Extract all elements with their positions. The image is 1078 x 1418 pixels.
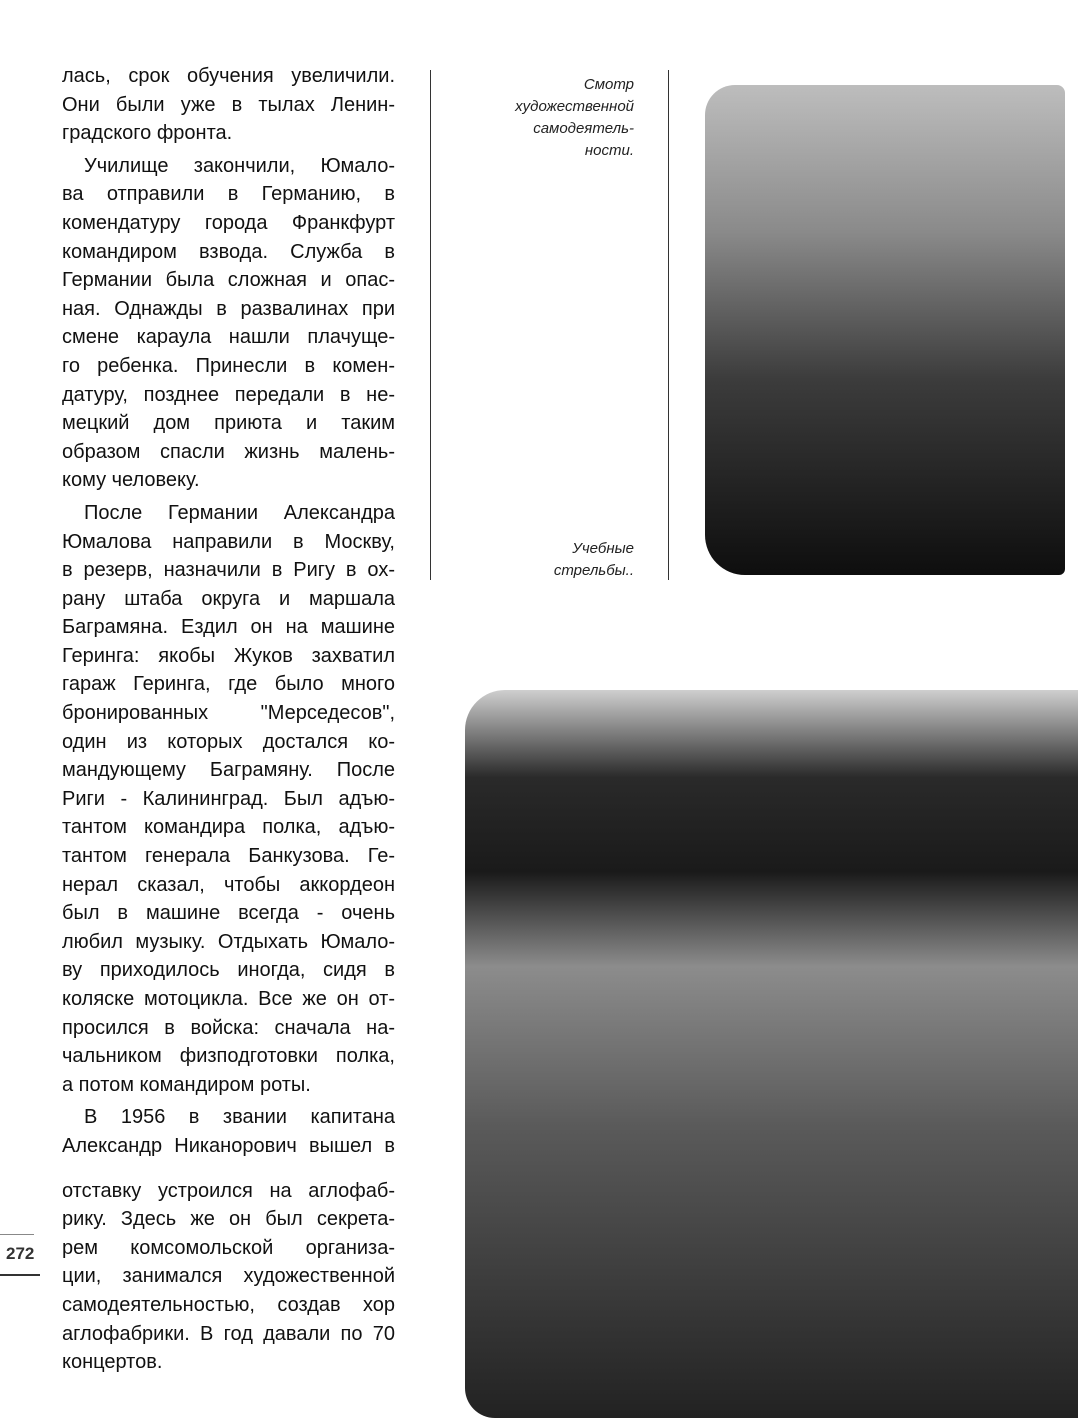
paragraph [62, 62, 395, 148]
text-line: лась, срок обучения увеличили. [62, 65, 395, 87]
text-line: а потом командиром роты. [62, 1073, 311, 1096]
page-number: 272 [6, 1244, 35, 1263]
caption-photo2 [554, 538, 634, 582]
text-line: тантом генерала Банкузова. Ге- [62, 845, 395, 868]
paragraph [62, 1103, 395, 1376]
text-line: Александр Никанорович вышел в [62, 1134, 395, 1157]
text-line: один из которых достался ко- [62, 730, 395, 753]
text-line: датуру, позднее передали в не- [62, 383, 395, 406]
text-line: кому человеку. [62, 469, 200, 492]
photo-soldiers-at-table [465, 690, 1078, 1418]
photo-accordion-players [705, 85, 1065, 575]
text-line: образом спасли жизнь малень- [62, 440, 395, 463]
paragraph [62, 152, 395, 495]
text-line: рану штаба округа и маршала [62, 587, 395, 610]
text-line: был в машине всегда - очень [62, 902, 395, 925]
text-line: любил музыку. Отдыхать Юмало- [62, 930, 395, 953]
text-line: просился в войска: сначала на- [62, 1016, 395, 1039]
text-line: Юмалова направили в Москву, [62, 530, 395, 553]
text-line: нерал сказал, чтобы аккордеон [62, 873, 395, 896]
caption-line: самодеятель- [533, 120, 634, 137]
text-line: ции, занимался художественной [62, 1265, 395, 1288]
text-line: чальником физподготовки полка, [62, 1045, 395, 1068]
text-line: смене караула нашли плачуще- [62, 326, 395, 349]
text-line: мецкий дом приюта и таким [62, 412, 395, 435]
caption-line: ности. [584, 142, 634, 159]
paragraph [62, 499, 395, 1099]
text-line: После Германии Александра [84, 501, 395, 524]
text-line: тантом командира полка, адъю- [62, 816, 395, 839]
page-number-rule-top [0, 1234, 34, 1235]
caption-line: художественной [515, 98, 634, 115]
text-line: комендатуру города Франкфурт [62, 211, 395, 234]
text-line: концертов. [62, 1351, 163, 1374]
text-line: В 1956 в звании капитана [84, 1106, 395, 1129]
text-line: бронированных "Мерседесов", [62, 702, 395, 725]
text-line: Геринга: якобы Жуков захватил [62, 644, 395, 667]
text-line: командиром взвода. Служба в [62, 240, 395, 263]
text-line: мандующему Баграмяну. После [62, 759, 395, 782]
text-line: Училище закончили, Юмало- [84, 154, 395, 177]
text-line: Они были уже в тылах Ленин- [62, 93, 395, 116]
text-line: аглофабрики. В год давали по 70 [62, 1322, 395, 1345]
text-line: в резерв, назначили в Ригу в ох- [62, 559, 395, 582]
text-line: коляске мотоцикла. Все же он от- [62, 988, 395, 1010]
caption-photo1 [515, 74, 634, 162]
text-line: рику. Здесь же он был секрета- [62, 1208, 395, 1231]
text-line: гараж Геринга, где было много [62, 673, 395, 696]
column-divider [430, 70, 431, 580]
text-line: градского фронта. [62, 122, 233, 145]
text-line: ва отправили в Германию, в [62, 183, 395, 206]
text-line: Риги - Калининград. Был адъю- [62, 787, 395, 810]
caption-line: Смотр [583, 76, 634, 93]
text-line: го ребенка. Принесли в комен- [62, 354, 395, 377]
text-line: Баграмяна. Ездил он на машине [62, 616, 395, 639]
caption-line: Учебные [572, 540, 634, 557]
caption-line: стрельбы.. [553, 562, 634, 579]
page-number-rule-bottom [0, 1274, 40, 1276]
text-line: самодеятельностью, создав хор [62, 1293, 395, 1316]
text-line: ву приходилось иногда, сидя в [62, 959, 395, 982]
caption-divider [668, 70, 669, 580]
text-line: ная. Однажды в развалинах при [62, 297, 395, 320]
text-line: рем комсомольской организа- [62, 1236, 395, 1259]
text-line: Германии была сложная и опас- [62, 269, 395, 292]
article-text [62, 62, 395, 1381]
text-line: отставку устроился на аглофаб- [62, 1179, 395, 1202]
